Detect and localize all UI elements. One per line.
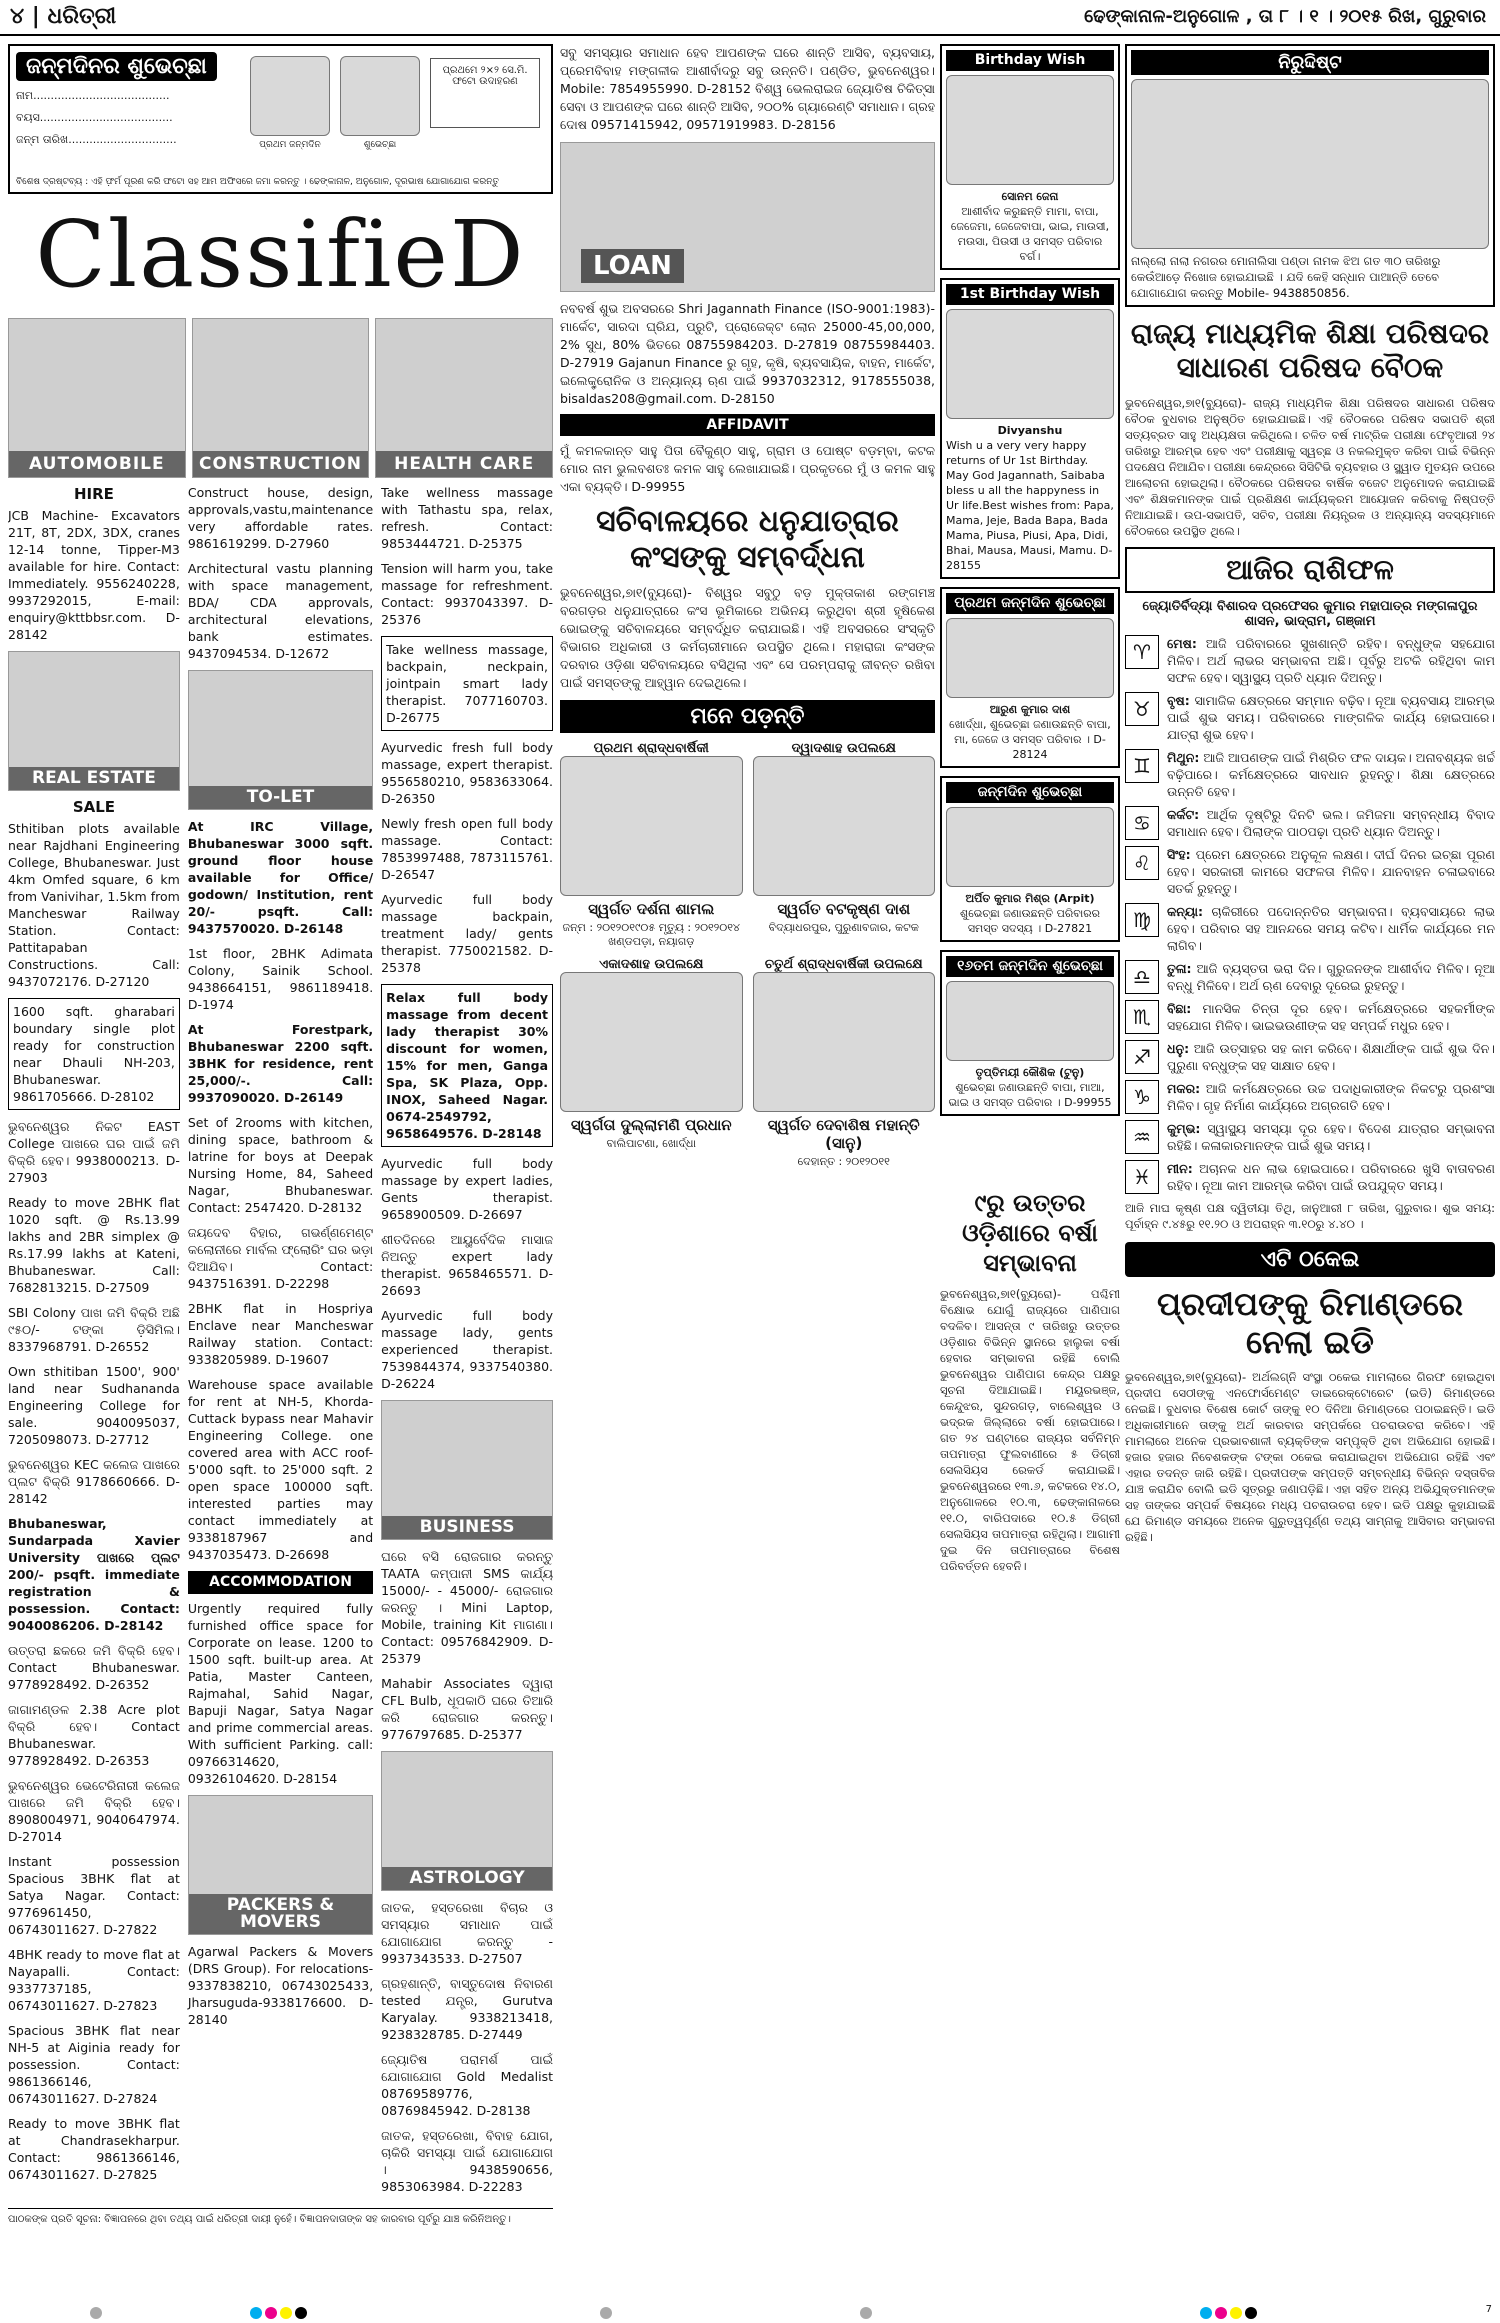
missing-person-photo (1131, 79, 1489, 249)
cancer-icon: ♋ (1125, 806, 1159, 840)
classified-ad: Warehouse space available for rent at NH-5, Khorda- Cuttack bypass near Mahavir Engineering College. one covered area with ACC roof-5'000 sqft. to 25'000 sqft. 2 open space 100000 sqft. interested parties may contact immediately at 9338187967 and 9437035473. D-26698 (187, 1377, 374, 1562)
loan-ad-text: ନବବର୍ଷ ଶୁଭ ଅବସରରେ Shri Jagannath Finance (ISO-9001:1983)- ମାର୍କେଟ, ସାରଦା ଘ୍ରିଯ, ପ୍ରୁଟି, ପ୍ରୋଜେକ୍ଟ ଲୋନ 25000-45,00,000, 2% ସୁଧ, 80% ଭିତରେ 08755984203. D-27819 08755984403. D-27919 Gajanun Finance ରୁ ଗୃହ, କୃଷି, ବ୍ୟବସାୟିକ, ବାହନ, ମାର୍କେଟ, ଇଲେକ୍ଟ୍ରୋନିକ ଓ ଅନ୍ୟାନ୍ୟ ଋଣ ପାଇଁ 9937032312, 9178555038, bisaldas208@gmail.com. D-28150 (560, 301, 935, 406)
classified-ad: ଜାଗାମଣ୍ଡଳ 2.38 Acre plot ବିକ୍ରି ହେବ। Contact Bhubaneswar. 9778928492. D-26353 (8, 1702, 180, 1768)
obituary-info: ଦେହାନ୍ତ : ୨୦୧୨୦୧୧ (797, 1155, 890, 1168)
classified-ad: Instant possession Spacious 3BHK flat at Satya Nagar. Contact: 9776961450, 06743011627. D-27822 (8, 1854, 180, 1937)
wish-name: ତୃପ୍ତିମୟୀ କୌଶିକ (ଟୁନୁ) (975, 1066, 1085, 1079)
hire-heading: HIRE (73, 485, 114, 503)
sign-text: ସ୍ୱାସ୍ଥ୍ୟ ସମସ୍ୟା ଦୂର ହେବ। ବିଦେଶ ଯାତ୍ରାର ସମ୍ଭାବନା ରହିଛି। କଳାକାରମାନଙ୍କ ପାଇଁ ଶୁଭ ସମୟ। (1167, 1121, 1495, 1153)
category-label: AUTOMOBILE (9, 451, 185, 477)
birthday-wish-box (940, 587, 1120, 768)
packers-movers-image (188, 1795, 373, 1935)
registration-marks (90, 2304, 150, 2318)
packers-movers-label: PACKERS & MOVERS (189, 1894, 372, 1934)
photo1-caption: ପ୍ରଥମ ଜନ୍ମଦିନ (259, 140, 321, 150)
sign-text: ଆଜି ଉତ୍ସାହର ସହ କାମ କରିବେ। ଶିକ୍ଷାର୍ଥୀଙ୍କ ପାଇଁ ଶୁଭ ଦିନ। ପୁରୁଣା ବନ୍ଧୁଙ୍କ ସହ ସାକ୍ଷାତ ହେବ। (1167, 1041, 1495, 1073)
classified-ad: Spacious 3BHK flat near NH-5 at Aiginia ready for possession. Contact: 9861366146, 06743011627. D-27824 (8, 2023, 180, 2106)
obituary-info: ଜନ୍ମ : ୨୦୧୨୦୧୯୦୫ ମୃତ୍ୟୁ : ୨୦୧୨୦୧୪ ଖଣ୍ଡପଡ଼ା, ନୟାଗଡ଼ (562, 921, 740, 948)
missing-person-title: ନିରୁଦ୍ଦିଷ୍ଟ (1131, 50, 1489, 75)
horoscope-title: ଆଜିର ରାଶିଫଳ (1125, 547, 1495, 593)
sign-name: ମୀନ: (1167, 1161, 1193, 1176)
subcolumn-3 (381, 484, 553, 2203)
sagittarius-icon: ♐ (1125, 1040, 1159, 1074)
classified-ad: Urgently required fully furnished office space for Corporate on lease. 1200 to 1500 sqft. built-up area. At Patia, Master Canteen, Rajmahal, Sahid Nagar, Bapuji Nagar, Satya Nagar and prime commercial areas. With sufficient Parking. call: 09766314620, 09326104620. D-28154 (187, 1601, 374, 1786)
pisces-icon: ♓ (1125, 1160, 1159, 1194)
sign-text: ପ୍ରେମ କ୍ଷେତ୍ରରେ ଅନୁକୂଳ ଲକ୍ଷଣ। ଦୀର୍ଘ ଦିନର ଇଚ୍ଛା ପୂରଣ ହେବ। ସରକାରୀ କାମରେ ସଫଳତା ମିଳିବ। ଯାନବାହନ ଚଳାଇବାରେ ସତର୍କ ରୁହନ୍ତୁ। (1167, 847, 1495, 896)
classified-ad: 2BHK flat in Hospriya Enclave near Mancheswar Railway station. Contact: 9338205989. D-19607 (187, 1301, 374, 1367)
form-line-age: ବୟସ...................................... (16, 111, 173, 124)
classified-ad: ଜାତକ, ହସ୍ତରେଖା, ବିବାହ ଯୋଗ, ଚାକିରି ସମସ୍ୟା ପାଇଁ ଯୋଗାଯୋଗ । 9438590656, 9853063984. D-22283 (381, 2128, 553, 2194)
obituary-card (753, 957, 936, 1169)
classified-ad: Tension will harm you, take massage for refreshment. Contact: 9937043397. D-25376 (381, 561, 553, 627)
photo-size-note: ପ୍ରଥମେ ୨×୨ ସେ.ମି. ଫଟୋ ଉଦାହରଣ (430, 58, 540, 128)
wish-text: Wish u a very very happy returns of Ur 1st Birthday. May God Jagannath, Saibaba bless u all the happyness in Ur life.Best wishes from: Papa, Mama, Jeje, Bada Bapa, Bada Mama, Piusa, Piusi, Apa, Didi, Bhai, Mausa, Mausi, Mamu. D-28155 (946, 439, 1114, 572)
page-header (0, 0, 1500, 36)
obituary-photo (753, 972, 936, 1112)
birthday-wish-box (940, 776, 1120, 942)
registration-marks (250, 2304, 310, 2318)
sign-text: ଆର୍ଥିକ ଦୃଷ୍ଟିରୁ ଦିନଟି ଭଲ। ଜମିଜମା ସମ୍ବନ୍ଧୀୟ ବିବାଦ ସମାଧାନ ହେବ। ପିଲାଙ୍କ ପାଠପଢ଼ା ପ୍ରତି ଧ୍ୟାନ ଦିଅନ୍ତୁ। (1167, 807, 1495, 839)
birthday-form-lines (16, 85, 236, 151)
category-label: HEALTH CARE (376, 451, 552, 477)
wish-title: ୧୬ତମ ଜନ୍ମଦିନ ଶୁଭେଚ୍ଛା (946, 956, 1114, 977)
column-4 (1125, 44, 1495, 2294)
classified-ad: ଗ୍ରହଶାନ୍ତି, ବାସ୍ତୁଦୋଷ ନିବାରଣ tested ଯନ୍ତ୍ର, Gurutva Karyalay. 9338213418, 9238328785. D-27449 (381, 1976, 553, 2042)
classified-ad: Bhubaneswar, Sundarpada Xavier University ପାଖରେ ପ୍ଲଟ 200/- psqft. immediate registration & possession. Contact: 9040086206. D-28142 (8, 1516, 180, 1633)
obituary-name: ସ୍ୱର୍ଗତା ଦୁଲ୍ଲାମଣି ପ୍ରଧାନ (570, 1116, 732, 1134)
obituary-photo (560, 972, 743, 1112)
classified-ad: Take wellness massage, backpain, neckpain, jointpain smart lady therapist. 7077160703. D-26775 (381, 636, 553, 731)
obituary-info: ବିଦ୍ୟାଧରପୁର, ପୁରୁଣାବଜାର, କଟକ (768, 921, 919, 934)
libra-icon: ♎ (1125, 960, 1159, 994)
obituary-row (560, 741, 935, 949)
classified-ad: JCB Machine- Excavators 21T, 8T, 2DX, 3DX, cranes 12-14 tonne, Tipper-M3 available for hire. Contact: Immediately. 9556240228, 9937292015, E-mail: enquiry@kttbbsr.com. D-28142 (8, 508, 180, 642)
classified-ad: ଜୟଦେବ ବିହାର, ଗଭର୍ଣ୍ଣମେଣ୍ଟ କଲୋନୀରେ ମାର୍ବଲ ଫ୍ଲୋରିଂ ଘର ଭଡ଼ା ଦିଆଯିବ। Contact: 9437516391. D-22298 (187, 1225, 374, 1291)
horoscope-sign (1125, 1160, 1495, 1194)
classified-ad: ଶୀତଦିନରେ ଆୟୁର୍ବେଦିକ ମାସାଜ ନିଅନ୍ତୁ expert lady therapist. 9658465571. D-26693 (381, 1232, 553, 1298)
taurus-icon: ♉ (1125, 692, 1159, 726)
sign-name: ସିଂହ: (1167, 847, 1191, 862)
affidavit-text: ମୁଁ କମଳକାନ୍ତ ସାହୁ ପିତା ବୈକୁଣ୍ଠ ସାହୁ, ଗ୍ରାମ ଓ ପୋଷ୍ଟ ବଡ଼ମ୍ବା, କଟକ ମୋର ନାମ ଭୁଲବଶତଃ କମଳ ସାହୁ ଲେଖାଯାଇଛି। ପ୍ରକୃତରେ ମୁଁ ଓ କମଳ ସାହୁ ଏକା ବ୍ୟକ୍ତି। D-99955 (560, 443, 935, 494)
category-label: CONSTRUCTION (193, 451, 369, 477)
missing-person-text: ନାଲ୍ଲୋ ନାଲା ନଗରର ମୋନାଲିସା ପଣ୍ଡା ନାମକ ଝିଅ ଗତ ୩୦ ତାରିଖରୁ କେଉଁଆଡ଼େ ନିଖୋଜ ହୋଇଯାଇଛି । ଯଦି କେହି ସନ୍ଧାନ ପାଆନ୍ତି ତେବେ ଯୋଗାଯୋଗ କରନ୍ତୁ Mobile- 9438850856. (1131, 254, 1441, 300)
column-2 (560, 44, 935, 2294)
sign-name: ବିଛା: (1167, 1001, 1192, 1016)
classified-ad: 1st floor, 2BHK Adimata Colony, Sainik School. 9438664151, 9861189418. D-1974 (187, 946, 374, 1012)
obituary-card (753, 741, 936, 949)
classified-ad: Ayurvedic full body massage by expert ladies, Gents therapist. 9658900509. D-26697 (381, 1156, 553, 1222)
classified-ad: Newly fresh open full body massage. Contact: 7853997488, 7873115761. D-26547 (381, 816, 553, 882)
horoscope-sign (1125, 692, 1495, 743)
classified-ad: 4BHK ready to move flat at Nayapalli. Contact: 9337737185, 06743011627. D-27823 (8, 1947, 180, 2013)
loan-image (560, 142, 935, 292)
classified-ad: ଘରେ ବସି ରୋଜଗାର କରନ୍ତୁ TAATA କମ୍ପାନୀ SMS କାର୍ଯ୍ୟ 15000/- - 45000/- ରୋଜଗାର କରନ୍ତୁ । Mini Laptop, Mobile, training Kit ମାଗଣା। Contact: 09576842909. D-25379 (381, 1549, 553, 1666)
wish-name: Divyanshu (997, 424, 1063, 437)
category-construction (192, 318, 370, 478)
panchanga-text: ଆଜି ମାଘ କୃଷ୍ଣ ପକ୍ଷ ଦ୍ୱିତୀୟା ତିଥି, ଜାନୁଆରୀ ୮ ତାରିଖ, ଗୁରୁବାର। ଶୁଭ ସମୟ: ପୂର୍ବାହ୍ନ ୯.୪୫ରୁ ୧୧.୨୦ ଓ ଅପରାହ୍ନ ୩.୧୦ରୁ ୪.୪୦ । (1125, 1201, 1495, 1231)
sign-text: ଆଜି ପରିବାରରେ ସୁଖଶାନ୍ତି ରହିବ। ବନ୍ଧୁଙ୍କ ସହଯୋଗ ମିଳିବ। ଅର୍ଥ ଲାଭର ସମ୍ଭାବନା ଅଛି। ପୂର୍ବରୁ ଅଟକି ରହିଥିବା କାମ ସଫଳ ହେବ। ସ୍ୱାସ୍ଥ୍ୟ ପ୍ରତି ଧ୍ୟାନ ଦିଅନ୍ତୁ। (1167, 636, 1495, 685)
obituary-card (560, 741, 743, 949)
wish-photo (946, 618, 1114, 698)
news-column-left (940, 1180, 1120, 2280)
wish-name: ଆରୁଣ କୁମାର ଦାଶ (989, 703, 1071, 716)
birthday-wish-box (940, 950, 1120, 1116)
birthday-form-footer: ବିଶେଷ ଦ୍ରଷ୍ଟବ୍ୟ : ଏହି ଫ଼ର୍ମ ପୂରଣ କରି ଫଟୋ ସହ ଆମ ଅଫିସରେ ଜମା କରନ୍ତୁ । ଢେଙ୍କାନାଳ, ଅନୁଗୋଳ, ଦୂରଭାଷ ଯୋଗାଯୋଗ କରନ୍ତୁ (16, 177, 499, 187)
sign-name: କନ୍ୟା: (1167, 904, 1204, 919)
classified-ad: Own sthitiban 1500', 900' land near Sudhananda Engineering College for sale. 9040095037, 7205098073. D-27712 (8, 1364, 180, 1447)
aquarius-icon: ♒ (1125, 1120, 1159, 1154)
category-automobile (8, 318, 186, 478)
birthday-form-box (8, 44, 553, 194)
sign-name: କର୍କଟ: (1167, 807, 1200, 822)
remand-headline: ପ୍ରଦୀପଙ୍କୁ ରିମାଣ୍ଡରେ ନେଲା ଇଡି (1156, 1285, 1464, 1361)
scorpio-icon: ♏ (1125, 1000, 1159, 1034)
sachibalaya-body: ଭୁବନେଶ୍ୱର,୭ା୧(ବ୍ୟୁରୋ)- ବିଶ୍ୱର ସବୁଠୁ ବଡ଼ ମୁକ୍ତାକାଶ ରଙ୍ଗମଞ୍ଚ ବରଗଡ଼ର ଧନୁଯାତ୍ରାରେ କଂସ ଭୂମିକାରେ ଅଭିନୟ କରୁଥିବା ଶ୍ରୀ ହୃଷିକେଶ ଭୋଇଙ୍କୁ ସଚିବାଳୟରେ ସମ୍ବର୍ଦ୍ଧିତ କରାଯାଇଛି। ଏହି ଅବସରରେ ସଂସ୍କୃତି ବିଭାଗର ଅଧିକାରୀ ଓ କର୍ମଚାରୀମାନେ ଉପସ୍ଥିତ ଥିଲେ। ମହାରାଜା କଂସଙ୍କ ଦରବାର ଓଡ଼ିଶା ସଚିବାଳୟରେ ବସିଥିଲା ଏବଂ ସେ ପରମ୍ପରାକୁ ଜୀବନ୍ତ ରଖିବା ପାଇଁ ସମସ୍ତଙ୍କୁ ଆହ୍ୱାନ ଦେଇଥିଲେ। (560, 585, 935, 690)
sale-heading: SALE (72, 798, 116, 816)
sign-name: କୁମ୍ଭ: (1167, 1121, 1201, 1136)
category-row (8, 318, 553, 478)
horoscope-sign (1125, 635, 1495, 686)
wish-name: ସୋନମ ଜେନା (1001, 190, 1059, 203)
classified-ad: Ayurvedic full body massage backpain, treatment lady/ gents therapist. 7750021582. D-25378 (381, 892, 553, 975)
virgo-icon: ♍ (1125, 903, 1159, 937)
classified-ad: Ayurvedic full body massage lady, gents experienced therapist. 7539844374, 9337540380. D-26224 (381, 1308, 553, 1391)
classified-ad: ଜ୍ୟୋତିଷ ପରାମର୍ଶ ପାଇଁ ଯୋଗାଯୋଗ Gold Medalist 08769589776, 08769845942. D-28138 (381, 2052, 553, 2118)
classified-ad: Ready to move 3BHK flat at Chandrasekharpur. Contact: 9861366146, 06743011627. D-27825 (8, 2116, 180, 2182)
obituary-photo (753, 756, 936, 896)
sign-text: ସାମାଜିକ କ୍ଷେତ୍ରରେ ସମ୍ମାନ ବଢ଼ିବ। ନୂଆ ବ୍ୟବସାୟ ଆରମ୍ଭ ପାଇଁ ଶୁଭ ସମୟ। ପରିବାରରେ ମାଙ୍ଗଳିକ କାର୍ଯ୍ୟ ହୋଇପାରେ। ଯାତ୍ରା ଶୁଭ ହେବ। (1167, 693, 1495, 742)
wish-text: ଖୋର୍ଦ୍ଧା, ଶୁଭେଚ୍ଛା ଜଣାଉଛନ୍ତି ବାପା, ମା, ଜେଜେ ଓ ସମସ୍ତ ପରିବାର । D-28124 (949, 718, 1111, 761)
wish-title: ପ୍ରଥମ ଜନ୍ମଦିନ ଶୁଭେଚ୍ଛା (946, 593, 1114, 614)
horoscope-sign (1125, 903, 1495, 954)
birthday-wish-box (940, 44, 1120, 270)
to-let-image (188, 670, 373, 810)
capricorn-icon: ♑ (1125, 1080, 1159, 1114)
obituary-info: ବାଲିପାଟଣା, ଖୋର୍ଦ୍ଧା (606, 1137, 697, 1150)
classified-ad: 1600 sqft. gharabari boundary single plot ready for construction near Dhauli NH-203, Bhubaneswar. 9861705666. D-28102 (8, 998, 180, 1110)
board-meeting-headline: ରାଜ୍ୟ ମାଧ୍ୟମିକ ଶିକ୍ଷା ପରିଷଦର ସାଧାରଣ ପରିଷଦ ବୈଠକ (1130, 317, 1490, 384)
gemini-icon: ♊ (1125, 749, 1159, 783)
obituary-card (560, 957, 743, 1169)
obituary-label: ଏକାଦଶାହ ଉପଲକ୍ଷେ (599, 957, 704, 972)
business-label: BUSINESS (382, 1516, 552, 1539)
sign-name: ମେଷ: (1167, 636, 1197, 651)
classified-ad: Set of 2rooms with kitchen, dining space, bathroom & latrine for boys at Deepak Nursing Home, 84, Saheed Nagar, Bhubaneswar. Contact: 2547420. D-28132 (187, 1115, 374, 1215)
rain-headline: ୯ରୁ ଉତ୍ତର ଓଡ଼ିଶାରେ ବର୍ଷା ସମ୍ଭାବନା (962, 1189, 1098, 1277)
wishes-column (940, 44, 1120, 1174)
classified-ad: ଭୁବନେଶ୍ୱର ଭେଟେରିନାରୀ କଲେଜ ପାଖରେ ଜମି ବିକ୍ରି ହେବ। 8908004971, 9040647974. D-27014 (8, 1778, 180, 1844)
first-birthday-wish-box (940, 278, 1120, 579)
classified-title: ClassifieD (35, 201, 526, 308)
edition-date: ଢେଙ୍କାନାଳ-ଅନୁଗୋଳ , ତା ୮ । ୧ । ୨୦୧୫ ରିଖ, ଗୁରୁବାର (1084, 6, 1486, 27)
classified-ad: Ayurvedic fresh full body massage, expert therapist. 9556580210, 9583633064. D-26350 (381, 740, 553, 806)
aries-icon: ♈ (1125, 635, 1159, 669)
wish-photo (946, 807, 1114, 887)
classified-ad: Construct house, design, approvals,vastu,maintenance very affordable rates. 9861619299. D-27960 (187, 485, 374, 551)
category-health-care (375, 318, 553, 478)
classified-subcolumns (8, 484, 553, 2203)
obituary-name: ସ୍ୱର୍ଗତ ବଟକୃଷ୍ଣ ଦାଶ (777, 900, 911, 918)
memorial-section-title: ମନେ ପଡ଼ନ୍ତି (560, 700, 935, 733)
astrology-image (381, 1751, 553, 1891)
classified-ad: Take wellness massage with Tathastu spa, relax, refresh. Contact: 9853444721. D-25375 (381, 485, 553, 551)
classified-ad: Ready to move 2BHK flat 1020 sqft. @ Rs.13.99 lakhs and 2BR simplex @ Rs.17.99 lakhs at Kateni, Bhubaneswar. Call: 7682813215. D-27509 (8, 1195, 180, 1295)
birthday-form-title: ଜନ୍ମଦିନର ଶୁଭେଚ୍ଛା (16, 52, 217, 81)
wish-title: ଜନ୍ମଦିନ ଶୁଭେଚ୍ଛା (946, 782, 1114, 803)
leo-icon: ♌ (1125, 846, 1159, 880)
sign-name: ମିଥୁନ: (1167, 750, 1200, 765)
page-number-masthead: ୪ | ଧରିତ୍ରୀ (10, 4, 117, 29)
horoscope-sign (1125, 1040, 1495, 1074)
horoscope-sign (1125, 1120, 1495, 1154)
obituary-name: ସ୍ୱର୍ଗତ ଦର୍ଶନା ଶାମଲ (588, 900, 715, 918)
classified-ad: ଭୁବନେଶ୍ୱର KEC କଲେଜ ପାଖରେ ପ୍ଲଟ ବିକ୍ରି 9178660666. D-28142 (8, 1457, 180, 1506)
registration-marks (860, 2304, 920, 2318)
wish-title: 1st Birthday Wish (946, 284, 1114, 305)
horoscope-astrologer: ଜ୍ୟୋତିର୍ବିଦ୍ୟା ବିଶାରଦ ପ୍ରଫେସର କୁମାର ମହାପାତ୍ର ମଙ୍ଗଳାପୁର ଶାସନ, ଭାଦ୍ରାମ, ଗଞ୍ଜାମ (1142, 599, 1478, 629)
wish-text: ଶୁଭେଚ୍ଛା ଜଣାଉଛନ୍ତି ବାପା, ମାଆ, ଭାଇ ଓ ସମସ୍ତ ପରିବାର । D-99955 (948, 1081, 1112, 1109)
horoscope-sign (1125, 806, 1495, 840)
registration-marks (1200, 2304, 1260, 2318)
classified-column (8, 44, 553, 2203)
obituary-label: ପ୍ରଥମ ଶ୍ରାଦ୍ଧବାର୍ଷିକୀ (593, 741, 709, 756)
sign-text: ଆଜି କର୍ମକ୍ଷେତ୍ରରେ ଉଚ୍ଚ ପଦାଧିକାରୀଙ୍କ ନିକଟରୁ ପ୍ରଶଂସା ମିଳିବ। ଗୃହ ନିର୍ମାଣ କାର୍ଯ୍ୟରେ ଅଗ୍ରଗତି ହେବ। (1167, 1081, 1495, 1113)
classified-ad: ଉତ୍ତରା ଛକରେ ଜମି ବିକ୍ରି ହେବ। Contact Bhubaneswar. 9778928492. D-26352 (8, 1643, 180, 1692)
sample-photo-1 (250, 56, 330, 136)
affidavit-heading: AFFIDAVIT (560, 414, 935, 436)
photo2-caption: ଶୁଭେଚ୍ଛା (363, 140, 397, 150)
horoscope-sign (1125, 846, 1495, 897)
classified-ad: ଜାତକ, ହସ୍ତରେଖା ବିଚାର ଓ ସମସ୍ୟାର ସମାଧାନ ପାଇଁ ଯୋଗାଯୋଗ କରନ୍ତୁ - 9937343533. D-27507 (381, 1900, 553, 1966)
missing-person-box (1125, 44, 1495, 307)
wish-text: ଶୁଭେଚ୍ଛା ଜଣାଉଛନ୍ତି ପରିବାରର ସମସ୍ତ ସଦସ୍ୟ । D-27821 (960, 907, 1100, 935)
fraud-section-title: ଏଟି ଠକେଇ (1125, 1242, 1495, 1277)
classified-ad: Relax full body massage from decent lady therapist 30% discount for women, 15% for men, Ganga Spa, SK Plaza, Opp. INOX, Saheed Nagar. 0674-2549792, 9658649576. D-28148 (381, 984, 553, 1147)
horoscope-sign (1125, 749, 1495, 800)
accommodation-heading: ACCOMMODATION (188, 1571, 373, 1594)
subcolumn-1 (8, 484, 180, 2203)
sample-photo-2 (340, 56, 420, 136)
obituary-label: ଚତୁର୍ଥ ଶ୍ରାଦ୍ଧବାର୍ଷିକୀ ଉପଲକ୍ଷେ (764, 957, 923, 972)
astrology-label: ASTROLOGY (382, 1867, 552, 1890)
sign-name: ଧନୁ: (1167, 1041, 1190, 1056)
sign-text: ଆଜି ବ୍ୟସ୍ତତା ଭରା ଦିନ। ଗୁରୁଜନଙ୍କ ଆଶୀର୍ବାଦ ମିଳିବ। ନୂଆ ବନ୍ଧୁ ମିଳିବେ। ଅର୍ଥ ଋଣ ଦେବାରୁ ଦୂରେଇ ରୁହନ୍ତୁ। (1167, 961, 1495, 993)
remand-body: ଭୁବନେଶ୍ୱର,୭ା୧(ବ୍ୟୁରୋ)- ଅର୍ଥଲଗ୍ନି ସଂସ୍ଥା ଠକେଇ ମାମଲାରେ ଗିରଫ ହୋଇଥିବା ପ୍ରଦୀପ ସେଠୀଙ୍କୁ ଏନଫୋର୍ସମେଣ୍ଟ ଡାଇରେକ୍ଟୋରେଟ (ଇଡି) ରିମାଣ୍ଡରେ ନେଇଛି। ବୁଧବାର ବିଶେଷ କୋର୍ଟ ତାଙ୍କୁ ୧୦ ଦିନିଆ ରିମାଣ୍ଡରେ ପଠାଇଛନ୍ତି। ଇଡି ଅଧିକାରୀମାନେ ତାଙ୍କୁ ଅର୍ଥ କାରବାର ସମ୍ପର୍କରେ ପଚରାଉଚରା କରିବେ। ଏହି ମାମଲାରେ ଅନେକ ପ୍ରଭାବଶାଳୀ ବ୍ୟକ୍ତିଙ୍କ ସମ୍ପୃକ୍ତି ଥିବା ଅଭିଯୋଗ ହୋଇଛି। ହଜାର ହଜାର ନିବେଶକଙ୍କ ଟଙ୍କା ଠକେଇ କରାଯାଇଥିବା ଅଭିଯୋଗ ରହିଛି ଏବଂ ଏହାର ତଦନ୍ତ ଜାରି ରହିଛି। ପ୍ରଦୀପଙ୍କ ସମ୍ପତ୍ତି ସମ୍ବନ୍ଧୀୟ ବିଭିନ୍ନ ଦସ୍ତାବିଜ ଯାଞ୍ଚ କରାଯିବ ବୋଲି ଇଡି ସୂତ୍ରରୁ ଜଣାପଡ଼ିଛି। ଏହା ସହିତ ଅନ୍ୟ ଅଭିଯୁକ୍ତମାନଙ୍କ ସହ ତାଙ୍କର ସମ୍ପର୍କ ବିଷୟରେ ମଧ୍ୟ ପଚରାଉଚରା ହେବ। ଇଡି ପକ୍ଷରୁ କୁହାଯାଇଛି ଯେ ରିମାଣ୍ଡ ସମୟରେ ଅନେକ ଗୁରୁତ୍ୱପୂର୍ଣ୍ଣ ତଥ୍ୟ ସାମ୍ନାକୁ ଆସିବାର ସମ୍ଭାବନା ରହିଛି। (1125, 1370, 1495, 1544)
to-let-label: TO-LET (189, 786, 372, 809)
page-footer (0, 2300, 1500, 2323)
sign-text: ଆଜି ଆପଣଙ୍କ ପାଇଁ ମିଶ୍ରିତ ଫଳ ଦାୟକ। ଅନାବଶ୍ୟକ ଖର୍ଚ୍ଚ ବଢ଼ିପାରେ। କର୍ମକ୍ଷେତ୍ରରେ ସାବଧାନ ରୁହନ୍ତୁ। ଶିକ୍ଷା କ୍ଷେତ୍ରରେ ଉନ୍ନତି ହେବ। (1167, 750, 1495, 799)
rain-body: ଭୁବନେଶ୍ୱର,୭ା୧(ବ୍ୟୁରୋ)- ପଶ୍ଚିମୀ ବିକ୍ଷୋଭ ଯୋଗୁଁ ରାଜ୍ୟରେ ପାଣିପାଗ ବଦଳିବ। ଆସନ୍ତା ୯ ତାରିଖରୁ ଉତ୍ତର ଓଡ଼ିଶାର ବିଭିନ୍ନ ସ୍ଥାନରେ ହାଲୁକା ବର୍ଷା ହେବାର ସମ୍ଭାବନା ରହିଛି ବୋଲି ଭୁବନେଶ୍ୱର ପାଣିପାଗ କେନ୍ଦ୍ର ପକ୍ଷରୁ ସୂଚନା ଦିଆଯାଇଛି। ମୟୂରଭଞ୍ଜ, କେନ୍ଦୁଝର, ସୁନ୍ଦରଗଡ଼, ବାଲେଶ୍ୱର ଓ ଭଦ୍ରକ ଜିଲ୍ଲାରେ ବର୍ଷା ହୋଇପାରେ। ଗତ ୨୪ ଘଣ୍ଟାରେ ରାଜ୍ୟର ସର୍ବନିମ୍ନ ତାପମାତ୍ରା ଫୁଲବାଣୀରେ ୫ ଡିଗ୍ରୀ ସେଲସିୟସ ରେକର୍ଡ କରାଯାଇଛି। ଭୁବନେଶ୍ୱରରେ ୧୩.୬, କଟକରେ ୧୪.୦, ଅନୁଗୋଳରେ ୧୦.୩, ଢେଙ୍କାନାଳରେ ୧୧.୦, ବାରିପଦାରେ ୧୦.୫ ଡିଗ୍ରୀ ସେଲସିୟସ ତାପମାତ୍ରା ରହିଥିଲା। ଆଗାମୀ ଦୁଇ ଦିନ ତାପମାତ୍ରାରେ ବିଶେଷ ପରିବର୍ତ୍ତନ ହେବନି। (940, 1287, 1120, 1573)
advertisement-disclaimer: ପାଠକଙ୍କ ପ୍ରତି ସୂଚନା: ବିଜ୍ଞାପନରେ ଥିବା ତଥ୍ୟ ପାଇଁ ଧରିତ୍ରୀ ଦାୟୀ ନୁହେଁ। ବିଜ୍ଞାପନଦାତାଙ୍କ ସହ କାରବାର ପୂର୍ବରୁ ଯାଞ୍ଚ କରିନିଅନ୍ତୁ। (8, 2208, 553, 2227)
horoscope-sign (1125, 1000, 1495, 1034)
classified-ad: SBI Colony ପାଖ ଜମି ବିକ୍ରି ଅଛି ୯୫୦/- ଟଙ୍କା ଡ଼ିସିମିଲ। 8337968791. D-26552 (8, 1305, 180, 1354)
classified-ad: Mahabir Associates ଦ୍ୱାରା CFL Bulb, ଧୂପକାଠି ଘରେ ତିଆରି କରି ରୋଜଗାର କରନ୍ତୁ। 9776797685. D-25377 (381, 1676, 553, 1742)
sign-text: ଅଚାନକ ଧନ ଲାଭ ହୋଇପାରେ। ପରିବାରରେ ଖୁସି ବାତାବରଣ ରହିବ। ନୂଆ କାମ ଆରମ୍ଭ କରିବା ପାଇଁ ଉପଯୁକ୍ତ ସମୟ। (1167, 1161, 1495, 1193)
wish-text: ଆଶୀର୍ବାଦ କରୁଛନ୍ତି ମାମା, ବାପା, ଜେଜେମା, ଜେଜେବାପା, ଭାଇ, ମାଉସୀ, ମଉସା, ପିଉସୀ ଓ ସମସ୍ତ ପରିବାର ବର୍ଗ। (950, 205, 1110, 263)
horoscope-sign (1125, 1080, 1495, 1114)
obituary-row (560, 957, 935, 1169)
loan-label: LOAN (581, 249, 684, 283)
form-line-name: ନାମ....................................... (16, 89, 170, 102)
sachibalaya-headline: ସଚିବାଳୟରେ ଧନୁଯାତ୍ରାର କଂସଙ୍କୁ ସମ୍ବର୍ଦ୍ଧନା (596, 504, 899, 575)
wish-photo (946, 75, 1114, 185)
sign-name: ମକର: (1167, 1081, 1201, 1096)
obituary-name: ସ୍ୱର୍ଗତ ଦେବାଶିଷ ମହାନ୍ତି (ସାନୁ) (767, 1116, 920, 1152)
real-estate-label: REAL ESTATE (9, 767, 179, 790)
obituary-label: ଦ୍ୱାଦଶାହ ଉପଲକ୍ଷେ (791, 741, 896, 756)
classified-ad: ଭୁବନେଶ୍ୱର ନିକଟ EAST College ପାଖରେ ଘର ପାଇଁ ଜମି ବିକ୍ରି ହେବ। 9938000213. D-27903 (8, 1119, 180, 1185)
classified-ad: At IRC Village, Bhubaneswar 3000 sqft. ground floor house available for Office/ godown/ Institution, rent 20/- psqft. Call: 9437570020. D-26148 (187, 819, 374, 936)
real-estate-image (8, 651, 180, 791)
classified-ad: Architectural vastu planning with space management, BDA/ CDA approvals, architectural elevations, bank estimates. 9437094534. D-12672 (187, 561, 374, 661)
board-meeting-body: ଭୁବନେଶ୍ୱର,୭ା୧(ବ୍ୟୁରୋ)- ରାଜ୍ୟ ମାଧ୍ୟମିକ ଶିକ୍ଷା ପରିଷଦର ସାଧାରଣ ପରିଷଦ ବୈଠକ ବୁଧବାର ଅନୁଷ୍ଠିତ ହୋଇଯାଇଛି। ଏହି ବୈଠକରେ ପରିଷଦ ସଭାପତି ଶ୍ରୀ ସତ୍ୟବ୍ରତ ସାହୁ ଅଧ୍ୟକ୍ଷତା କରିଥିଲେ। ଚଳିତ ବର୍ଷ ମାଟ୍ରିକ ପରୀକ୍ଷା ଫେବୃଆରୀ ୨୪ ତାରିଖରୁ ଆରମ୍ଭ ହେବ ଏବଂ ପରୀକ୍ଷାକୁ ସ୍ୱଚ୍ଛ ଓ ନକଲମୁକ୍ତ କରିବା ପାଇଁ ବିଭିନ୍ନ ପଦକ୍ଷେପ ନିଆଯିବ। ପରୀକ୍ଷା କେନ୍ଦ୍ରରେ ସିସିଟିଭି ବ୍ୟବହାର ଓ ସ୍କ୍ୱାଡ ମୁତୟନ ଉପରେ ଆଲୋଚନା ହୋଇଥିଲା। ବୈଠକରେ ପରିଷଦର ବାର୍ଷିକ ବଜେଟ ଅନୁମୋଦନ କରାଯାଇଛି ଏବଂ ଶିକ୍ଷକମାନଙ୍କ ପାଇଁ ପ୍ରଶିକ୍ଷଣ କାର୍ଯ୍ୟକ୍ରମ ଆୟୋଜନ କରିବାକୁ ନିଷ୍ପତ୍ତି ନିଆଯାଇଛି। ଉପ-ସଭାପତି, ସଚିବ, ପରୀକ୍ଷା ନିୟନ୍ତ୍ରକ ଓ ଅନ୍ୟାନ୍ୟ ସଦସ୍ୟମାନେ ବୈଠକରେ ଉପସ୍ଥିତ ଥିଲେ। (1125, 396, 1495, 538)
classified-ad: At Forestpark, Bhubaneswar 2200 sqft. 3BHK for residence, rent 25,000/-. Call: 9937090020. D-26149 (187, 1022, 374, 1105)
business-image (381, 1400, 553, 1540)
wish-title: Birthday Wish (946, 50, 1114, 71)
horoscope-sign (1125, 960, 1495, 994)
obituary-photo (560, 756, 743, 896)
astro-ad-text: ସବୁ ସମସ୍ୟାର ସମାଧାନ ହେବ ଆପଣଙ୍କ ଘରେ ଶାନ୍ତି ଆସିବ, ବ୍ୟବସାୟ, ପ୍ରେମବିବାହ ମଙ୍ଗଳୀକ ଆଶୀର୍ବାଦରୁ ସବୁ ଉନ୍ନତି। ପଣ୍ଡିତ, ଭୁବନେଶ୍ୱର। Mobile: 7854955990. D-28152 ବିଶ୍ୱ ଭେଲରାଇଜ ଜ୍ୟୋତିଷ ଚିକିତ୍ସା ସେବା ଓ ଆପଣଙ୍କ ଘରେ ଶାନ୍ତି ଆସିବ, ୨୦୦% ଗ୍ୟାରେଣ୍ଟି ସମାଧାନ। ଗ୍ରହ ଦୋଷ 09571415942, 09571919983. D-28156 (560, 45, 935, 132)
page-number: 7 (1485, 2304, 1492, 2315)
wish-name: ଅର୍ପିତ କୁମାର ମିଶ୍ର (Arpit) (965, 892, 1095, 905)
sign-name: ବୃଷ: (1167, 693, 1190, 708)
registration-marks (600, 2304, 660, 2318)
classified-ad: Agarwal Packers & Movers (DRS Group). For relocations- 9337838210, 06743025433, Jharsuguda-9338176600. D-28140 (187, 1944, 374, 2027)
sign-text: ଚାକିରୀରେ ପଦୋନ୍ନତିର ସମ୍ଭାବନା। ବ୍ୟବସାୟରେ ଲାଭ ହେବ। ପରିବାର ସହ ଆନନ୍ଦରେ ସମୟ କଟିବ। ଧାର୍ମିକ କାର୍ଯ୍ୟରେ ମନ ଲାଗିବ। (1167, 904, 1495, 953)
sign-name: ତୁଳା: (1167, 961, 1192, 976)
wish-photo (946, 309, 1114, 419)
sign-text: ମାନସିକ ଚିନ୍ତା ଦୂର ହେବ। କର୍ମକ୍ଷେତ୍ରରେ ସହକର୍ମୀଙ୍କ ସହଯୋଗ ମିଳିବ। ଭାଇଭଉଣୀଙ୍କ ସହ ସମ୍ପର୍କ ମଧୁର ହେବ। (1167, 1001, 1495, 1033)
wish-photo (946, 981, 1114, 1061)
form-line-dob: ଜନ୍ମ ତାରିଖ............................... (16, 133, 177, 146)
classified-ad: Sthitiban plots available near Rajdhani Engineering College, Bhubaneswar. Just 4km Omfed square, 6 km from Vanivihar, 1.5km from Mancheswar Railway Station. Contact: Pattitapaban Constructions. Call: 9437072176. D-27120 (8, 821, 180, 989)
subcolumn-2 (188, 484, 373, 2203)
